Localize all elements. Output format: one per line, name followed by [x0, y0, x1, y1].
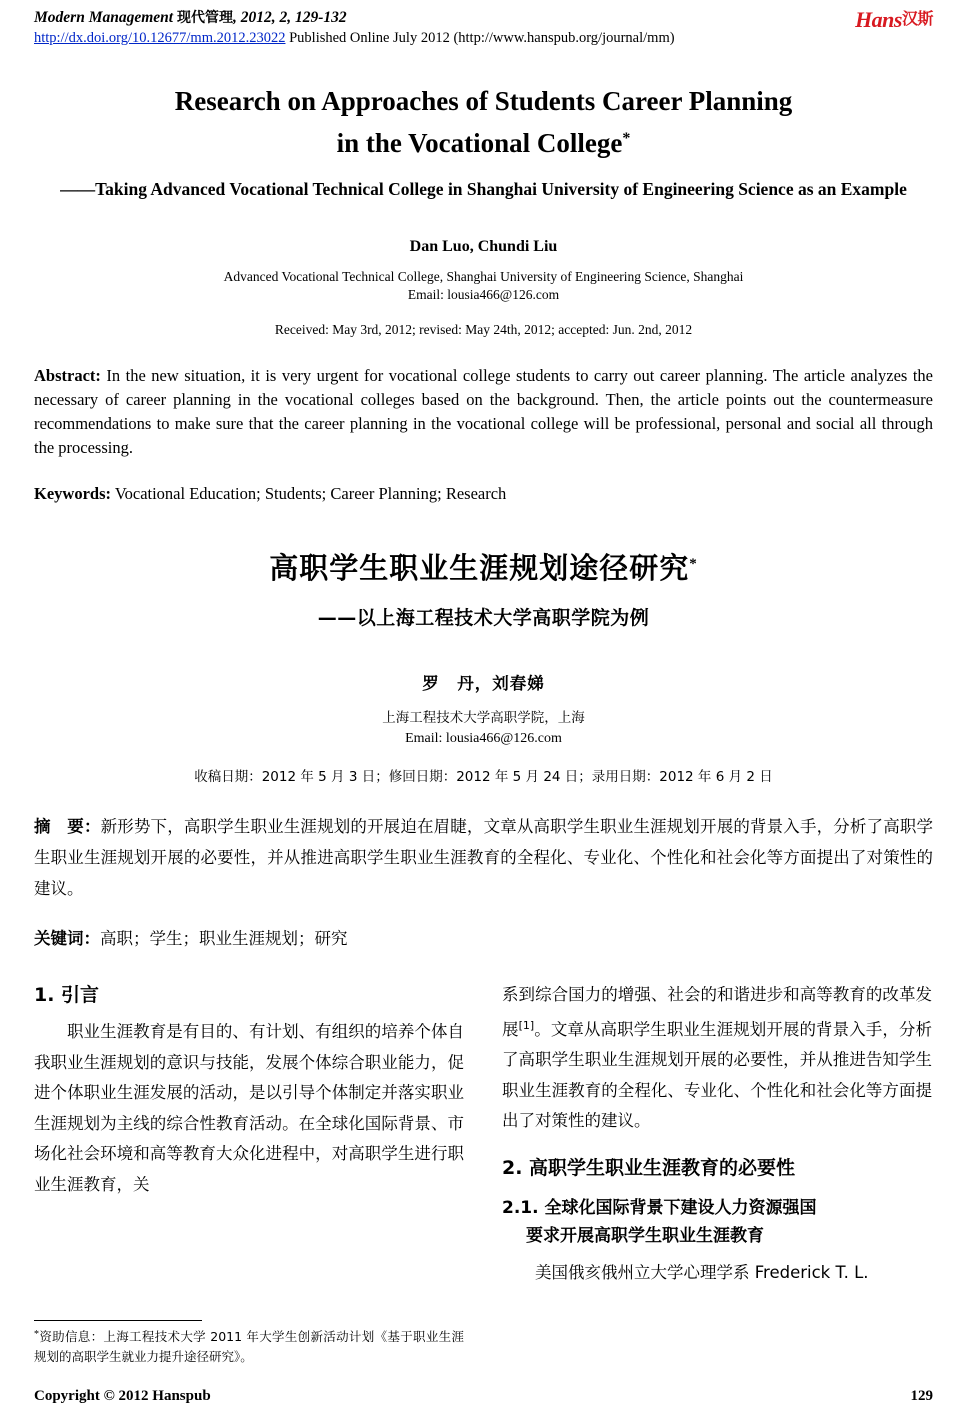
page-header [34, 8, 933, 52]
chinese-title-block [34, 546, 933, 785]
authors-en: Dan Luo, Chundi Liu [409, 238, 558, 255]
section-heading-1: 1. 引言 [34, 984, 100, 1006]
reference-marker-1: [1] [518, 1018, 535, 1032]
footnote-marker: * [34, 1329, 39, 1340]
journal-name-cn: 现代管理 [176, 10, 233, 26]
copyright-text: Copyright © 2012 Hanspub [34, 1388, 211, 1404]
section-2-1-paragraph: 美国俄亥俄州立大学心理学系 Frederick T. L. [535, 1262, 869, 1282]
doi-link[interactable]: http://dx.doi.org/10.12677/mm.2012.23022 [34, 30, 286, 46]
affiliation-cn: 上海工程技术大学高职学院，上海 [382, 710, 585, 726]
page-number: 129 [910, 1388, 933, 1404]
dates-cn: 收稿日期：2012 年 5 月 3 日；修回日期：2012 年 5 月 24 日；录用日期：2012 年 6 月 2 日 [194, 769, 773, 785]
journal-volume-info: , 2012, 2, 129-132 [232, 9, 347, 26]
abstract-cn [34, 811, 933, 904]
footnote-divider [34, 1320, 202, 1321]
paper-subtitle: ——Taking Advanced Vocational Technical College in Shanghai University of Engineering Science as an Example [60, 179, 907, 199]
page-title-cn [34, 546, 933, 587]
hans-logo-text: Hans [855, 7, 902, 32]
paper-title-line1: Research on Approaches of Students Career Planning [174, 86, 793, 116]
published-online-info: Published Online July 2012 (http://www.hanspub.org/journal/mm) [289, 30, 675, 46]
column-2-continued-paragraph [502, 980, 932, 1137]
abstract-label-en: Abstract: [34, 366, 101, 385]
email-cn: Email: lousia466@126.com [405, 731, 562, 746]
title-footnote-marker: * [622, 130, 631, 147]
keywords-cn [34, 924, 933, 954]
abstract-text-cn: 新形势下，高职学生职业生涯规划的开展迫在眉睫，文章从高职学生职业生涯规划开展的背景入手，分析了高职学生职业生涯规划开展的必要性，并从推进高职学生职业生涯教育的全程化、专业化、个性化和社会化等方面提出了对策性的建议。 [34, 817, 934, 898]
doi-line [34, 29, 933, 48]
title-block [34, 82, 933, 338]
abstract-en [34, 364, 933, 460]
affiliation-en: Advanced Vocational Technical College, Shanghai University of Engineering Science, Shanghai [223, 269, 744, 284]
section-2-1-heading-line1: 2.1. 全球化国际背景下建设人力资源强国 [502, 1197, 817, 1218]
chinese-title-text: 高职学生职业生涯规划途径研究 [269, 551, 690, 585]
para-text-post: 。文章从高职学生职业生涯规划开展的背景入手，分析了高职学生职业生涯规划开展的必要性，并从推进告知学生职业生涯教育的全程化、专业化、个性化和社会化等方面提出了对策性的建议。 [502, 1019, 933, 1130]
keywords-label-cn: 关键词： [34, 929, 100, 948]
footnote-block [34, 1320, 464, 1367]
dates-en: Received: May 3rd, 2012; revised: May 24th, 2012; accepted: Jun. 2nd, 2012 [274, 322, 693, 337]
affiliation-block-en [34, 268, 933, 304]
affiliation-block-cn [34, 708, 933, 749]
para-text-pre: 系到综合国力的增强、社会的和谐进步和高等教育的改革发展 [502, 985, 932, 1039]
paper-title-line2: in the Vocational College [336, 128, 623, 158]
journal-citation-line [34, 8, 933, 28]
section-heading-2: 2. 高职学生职业生涯教育的必要性 [502, 1156, 796, 1179]
chinese-subtitle: ——以上海工程技术大学高职学院为例 [317, 607, 650, 629]
keywords-text-en: Vocational Education; Students; Career Planning; Research [111, 484, 507, 503]
email-en: Email: lousia466@126.com [407, 287, 560, 302]
chinese-title-footnote-marker: * [689, 556, 698, 572]
keywords-text-cn: 高职；学生；职业生涯规划；研究 [100, 929, 348, 948]
page-title [34, 82, 933, 162]
footnote-content: 资助信息：上海工程技术大学 2011 年大学生创新活动计划《基于职业生涯规划的高职学生就业力提升途径研究》。 [34, 1329, 464, 1364]
footnote-text [34, 1325, 464, 1367]
body-columns [34, 980, 933, 1288]
column-left [34, 980, 464, 1288]
section-heading-2-1 [502, 1194, 932, 1250]
section-2-1-heading-line2: 要求开展高职学生职业生涯教育 [526, 1225, 764, 1246]
abstract-label-cn: 摘 要： [34, 817, 101, 836]
hans-logo-cn: 汉斯 [901, 9, 933, 28]
page-footer [34, 1388, 933, 1405]
authors-cn: 罗 丹，刘春娣 [422, 674, 545, 693]
hans-logo [855, 6, 933, 33]
keywords-en [34, 482, 933, 506]
keywords-label-en: Keywords: [34, 484, 111, 503]
journal-name: Modern Management [34, 9, 174, 26]
abstract-text-en: In the new situation, it is very urgent for vocational college students to carry out career planning. The article analyzes the necessary of career planning in the vocational colleges based on the background. Then, the article points out the countermeasure recommendations to make sure that the career planning in the vocational college will be professional, personal and social all through the processing. [34, 366, 933, 457]
column-right [502, 980, 932, 1288]
section-1-paragraph: 职业生涯教育是有目的、有计划、有组织的培养个体自我职业生涯规划的意识与技能，发展个体综合职业能力，促进个体职业生涯发展的活动，是以引导个体制定并落实职业生涯规划为主线的综合性教育活动。在全球化国际背景、市场化社会环境和高等教育大众化进程中，对高职学生进行职业生涯教育，关 [34, 1022, 464, 1194]
